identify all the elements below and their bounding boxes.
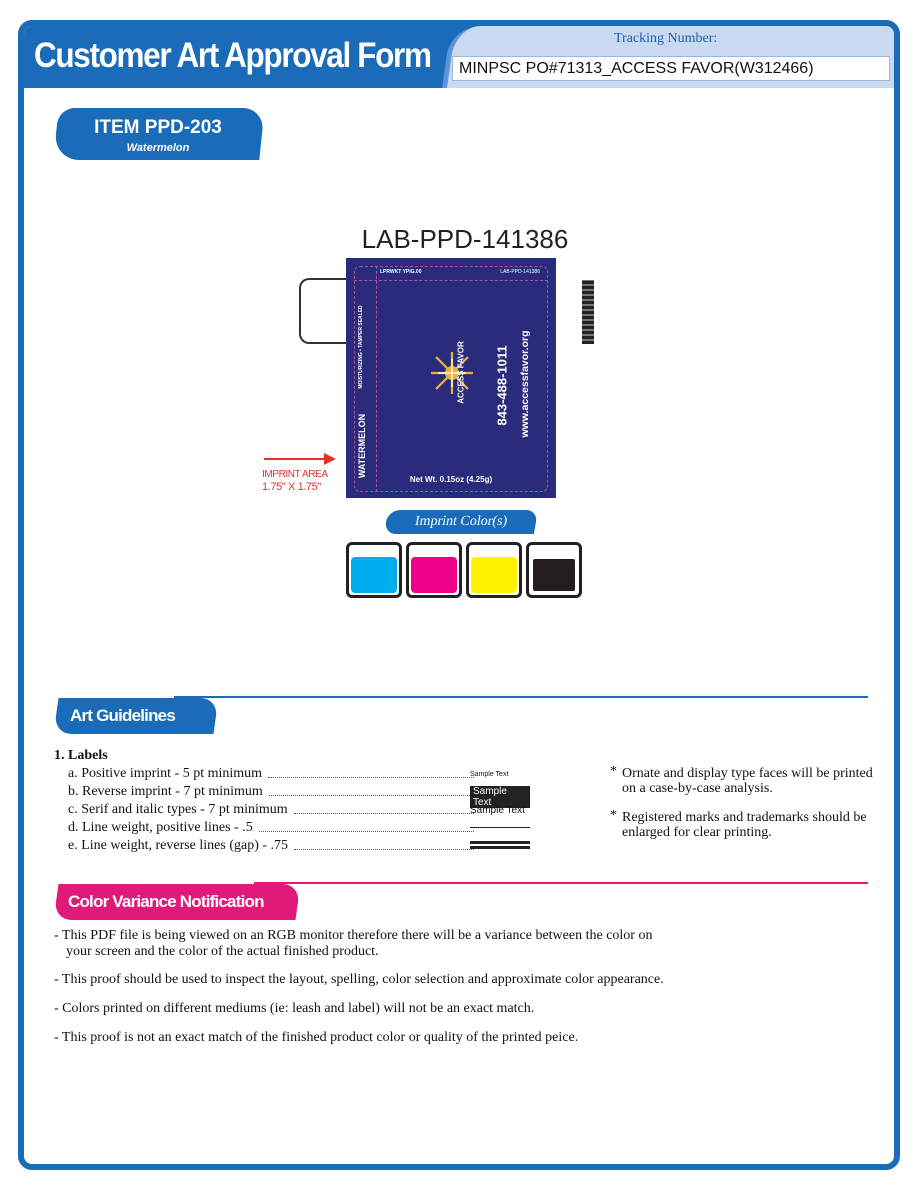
variance-item: - Colors printed on different mediums (ie: leash and label) will not be an exact match.	[54, 1001, 535, 1016]
guideline-text: a. Positive imprint - 5 pt minimum	[68, 766, 263, 781]
label-code: LAB-PPD-141386	[361, 224, 569, 254]
swatch-label: M	[411, 545, 418, 554]
item-code: ITEM PPD-203	[94, 117, 222, 138]
swatch-yellow	[466, 542, 522, 598]
note-text: Registered marks and trademarks should be enlarged for clear printing.	[622, 810, 867, 840]
swatch-fill	[471, 557, 517, 593]
guideline-text: c. Serif and italic types - 7 pt minimum	[68, 802, 288, 817]
guideline-text: d. Line weight, positive lines - .5	[68, 820, 253, 835]
item-name: Watermelon	[126, 142, 190, 154]
guideline-row	[68, 800, 478, 818]
art-guidelines-rule	[174, 696, 868, 698]
art-net-weight: Net Wt. 0.15oz (4.25g)	[409, 475, 493, 484]
imprint-arrow-icon	[264, 452, 336, 466]
leader-dots	[294, 849, 474, 850]
sunburst-logo-icon	[428, 350, 476, 396]
form-title: Customer Art Approval Form	[34, 36, 431, 75]
sample-positive: Sample Text	[470, 771, 509, 778]
art-guidelines-title: Art Guidelines	[70, 706, 175, 725]
swatch-label: K	[531, 545, 537, 554]
art-org-name: ACCESS FAVOR	[456, 341, 466, 404]
labels-heading: 1. Labels	[54, 748, 108, 763]
guideline-note	[610, 810, 880, 840]
guideline-row	[68, 782, 478, 800]
variance-item: - This PDF file is being viewed on an RGB monitor therefore there will be a variance between the color on	[54, 928, 653, 943]
form-header	[24, 26, 894, 88]
leader-dots	[268, 777, 474, 778]
imprint-colors-label: Imprint Color(s)	[384, 510, 538, 534]
label-artwork	[346, 258, 556, 498]
color-swatches	[346, 542, 586, 602]
swatch-label: Y	[471, 545, 477, 554]
art-top-right-text: LAB-PPD-141386	[500, 269, 540, 275]
art-side-small-text: MOISTURIZING • TAMPER SEALED	[358, 305, 364, 389]
top-guide	[354, 280, 548, 281]
leader-dots	[269, 795, 474, 796]
art-website: www.accessfavor.org	[519, 330, 531, 438]
swatch-cyan	[346, 542, 402, 598]
barcode-strip	[582, 280, 594, 344]
variance-item: - This proof should be used to inspect the layout, spelling, color selection and approximate color appearance.	[54, 972, 664, 987]
guideline-row	[68, 818, 478, 836]
asterisk-icon: *	[610, 764, 617, 779]
art-phone: 843-488-1011	[494, 345, 510, 426]
art-top-left-text: LPRWKT YPIG.00	[380, 269, 422, 275]
guideline-text: b. Reverse imprint - 7 pt minimum	[68, 784, 263, 799]
tracking-number-field[interactable]: MINPSC PO#71313_ACCESS FAVOR(W312466)	[452, 56, 890, 81]
swatch-black	[526, 542, 582, 598]
swatch-fill	[351, 557, 397, 593]
side-guide	[376, 266, 377, 492]
swatch-magenta	[406, 542, 462, 598]
color-variance-title: Color Variance Notification	[68, 892, 264, 911]
guideline-row	[68, 764, 478, 782]
imprint-area-note	[262, 469, 328, 493]
guideline-note	[610, 766, 880, 796]
leader-dots	[294, 813, 474, 814]
swatch-label: C	[351, 545, 357, 554]
tracking-number-label: Tracking Number:	[614, 31, 718, 46]
color-variance-rule	[254, 882, 868, 884]
guideline-text: e. Line weight, reverse lines (gap) - .75	[68, 838, 289, 853]
sample-serif: Sample Text	[470, 805, 525, 816]
guideline-row	[68, 836, 478, 854]
variance-item: - This proof is not an exact match of the finished product color or quality of the printed peice.	[54, 1030, 579, 1045]
sample-line-reverse	[470, 841, 530, 849]
imprint-area-size: 1.75" X 1.75"	[262, 481, 321, 493]
form-frame	[18, 20, 900, 1170]
variance-item: your screen and the color of the actual finished product.	[66, 944, 379, 959]
swatch-fill	[411, 557, 457, 593]
sample-reverse: Sample Text	[470, 786, 530, 808]
leader-dots	[259, 831, 474, 832]
imprint-area-label: IMPRINT AREA	[262, 469, 328, 480]
swatch-fill	[531, 557, 577, 593]
sample-line-positive	[470, 827, 530, 828]
asterisk-icon: *	[610, 808, 617, 823]
note-text: Ornate and display type faces will be printed on a case-by-case analysis.	[622, 766, 873, 796]
art-flavor-text: WATERMELON	[357, 413, 367, 479]
